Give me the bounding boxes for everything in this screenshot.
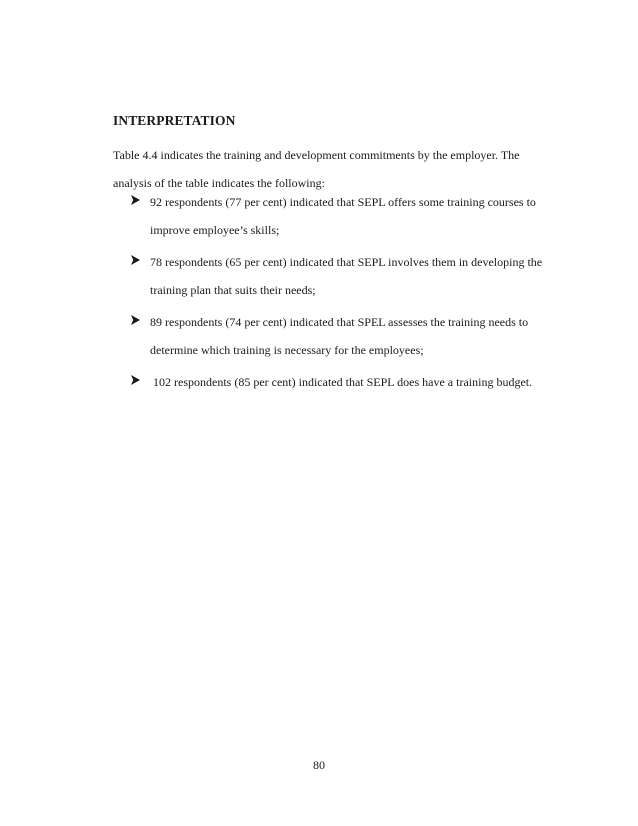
list-item (0, 188, 638, 244)
list-item-line: 92 respondents (77 per cent) indicated that SEPL offers some training courses to (150, 195, 536, 209)
arrow-check-bullet-icon (130, 194, 141, 206)
list-item (0, 368, 638, 396)
intro-line: analysis of the table indicates the following: (113, 176, 325, 190)
list-item (0, 248, 638, 304)
list-item-text (150, 248, 638, 304)
list-item-line: 102 respondents (85 per cent) indicated that SEPL does have a training budget. (150, 375, 533, 389)
list-item (0, 308, 638, 364)
list-item-line: improve employee’s skills; (150, 223, 280, 237)
list-item-line: training plan that suits their needs; (150, 283, 316, 297)
findings-list (0, 188, 638, 400)
list-item-text (150, 308, 638, 364)
list-item-line: 78 respondents (65 per cent) indicated that SEPL involves them in developing the (150, 255, 543, 269)
intro-line: Table 4.4 indicates the training and development commitments by the employer. The (113, 148, 520, 162)
list-item-text (150, 368, 638, 396)
list-item-line: determine which training is necessary for the employees; (150, 343, 424, 357)
page-number: 80 (313, 758, 325, 772)
list-item-text (150, 188, 638, 244)
list-item-line: 89 respondents (74 per cent) indicated that SPEL assesses the training needs to (150, 315, 529, 329)
section-heading: INTERPRETATION (113, 113, 236, 128)
arrow-check-bullet-icon (130, 314, 141, 326)
arrow-check-bullet-icon (130, 374, 141, 386)
arrow-check-bullet-icon (130, 254, 141, 266)
